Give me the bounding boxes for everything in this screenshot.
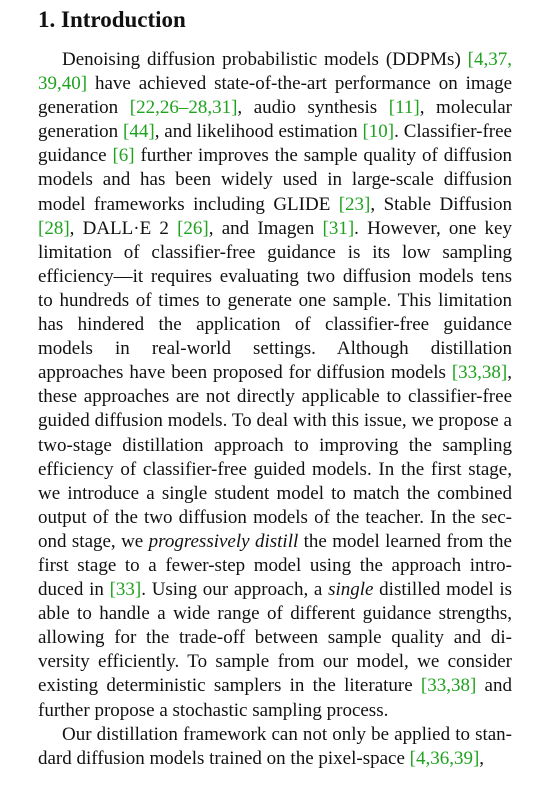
citation-link[interactable]: [11] xyxy=(388,97,420,119)
text-run: , and Imagen xyxy=(208,217,323,239)
section-title: Introduction xyxy=(61,7,186,32)
citation-link[interactable]: [33] xyxy=(109,579,142,601)
emphasis-text: progressively distill xyxy=(148,530,299,552)
text-run: . However, one key limitation of classifier-free guidance is its low sampling efficiency—it requires evaluating two diffusion models tens to hundreds of times to generate one sample. This limitation has hindered the application of classifier-free guidance models in real-world settings. Although distillation approaches have been proposed for diffusion models xyxy=(38,217,512,384)
citation-link[interactable]: [4,36,39] xyxy=(409,747,480,769)
citation-link[interactable]: [33,38] xyxy=(420,675,477,697)
text-run: the model learned from the first stage to a fewer-step model using the approach introduced in xyxy=(38,530,512,601)
text-run: further improves the sample quality of diffusion models and has been widely used in large-scale diffusion model frameworks including GLIDE xyxy=(38,145,513,215)
citation-link[interactable]: [44] xyxy=(123,121,155,143)
text-run: . Classifier-free guidance xyxy=(38,121,512,167)
text-run: Denoising diffusion probabilistic models (DDPMs) xyxy=(62,49,468,70)
citation-link[interactable]: [10] xyxy=(362,121,395,143)
text-run: , Stable Diffusion xyxy=(370,193,512,215)
citation-link[interactable]: [4,37, xyxy=(467,49,512,70)
section-heading xyxy=(38,6,512,34)
text-run: Our distillation framework can not only be applied to standard diffusion models trained on the pixel-space xyxy=(38,723,512,769)
intro-paragraph-1 xyxy=(38,48,512,723)
text-run: , molecular generation xyxy=(38,97,513,143)
citation-link[interactable]: [31] xyxy=(322,217,355,239)
citation-link[interactable]: [26] xyxy=(177,217,209,239)
section-number: 1. xyxy=(38,7,56,32)
intro-paragraph-2 xyxy=(38,723,512,771)
citation-link[interactable]: [6] xyxy=(112,145,135,167)
citation-link[interactable]: [28] xyxy=(38,217,70,239)
text-run: , audio synthesis xyxy=(237,97,389,119)
citation-link[interactable]: [33,38] xyxy=(451,362,508,384)
text-run: and further propose a stochastic sampling process. xyxy=(38,675,512,721)
citation-link[interactable]: [23] xyxy=(338,193,371,215)
citation-link[interactable]: [22,26–28,31] xyxy=(129,97,238,119)
emphasis-text: single xyxy=(328,579,374,601)
text-run: , xyxy=(479,747,485,769)
text-run: . Using our approach, a xyxy=(141,579,329,601)
text-run: , DALL·E 2 xyxy=(69,217,178,239)
text-run: , these approaches are not directly applicable to classifier-free guided diffusion models. To deal with this issue, we propose a two-stage distillation approach to improving the sampling efficiency of classifier-free guided models. In the first stage, we introduce a single student model to match the combined output of the two diffusion models of the teacher. In the second stage, we xyxy=(38,362,512,552)
text-run: have achieved state-of-the-art performance on image generation xyxy=(38,73,512,119)
citation-link[interactable]: 39,40] xyxy=(38,73,88,95)
text-run: distilled model is able to handle a wide range of different guidance strengths, allowing for the trade-off between sample quality and diversity efficiently. To sample from our model, we consider existing deterministic samplers in the literature xyxy=(38,579,512,697)
text-run: , and likelihood estimation xyxy=(154,121,363,143)
